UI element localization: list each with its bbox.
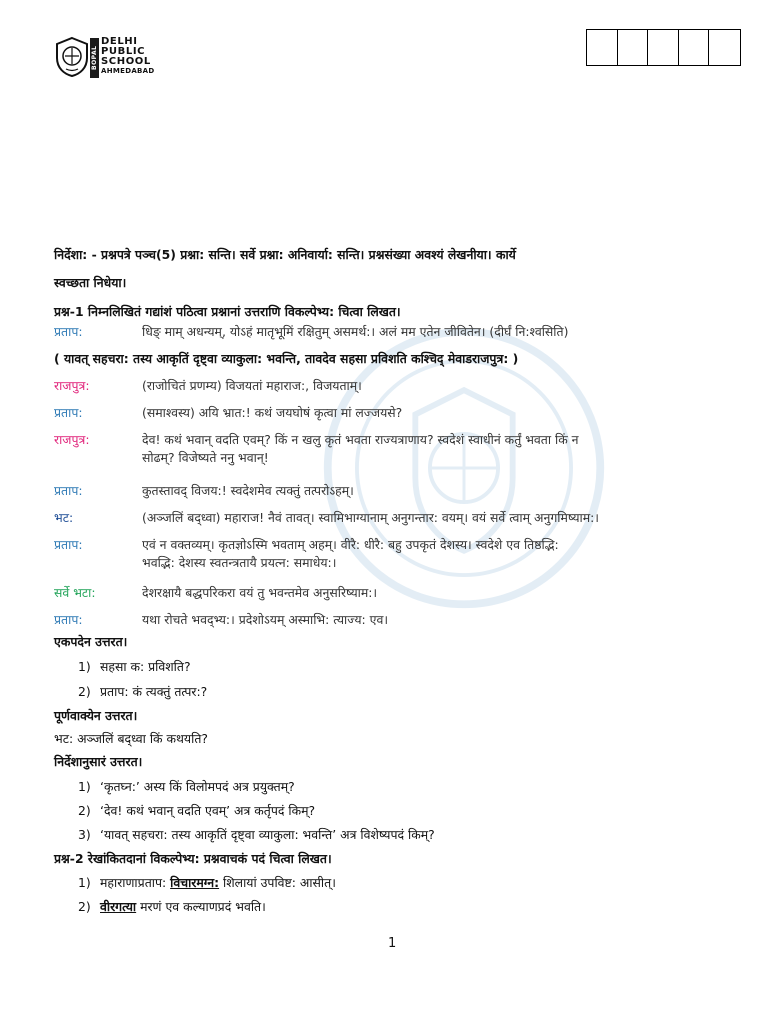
ekapada-heading: एकपदेन उत्तरत।: [54, 634, 128, 649]
purna-question: भट: अञ्जलिं बद्ध्वा किं कथयति?: [54, 731, 208, 746]
purna-heading: पूर्णवाक्येन उत्तरत।: [54, 708, 138, 723]
dialogue-speech: [142, 323, 734, 341]
list-item: [78, 874, 336, 892]
item-number: 2): [78, 803, 91, 818]
item-text-after: मरणं एव कल्याणप्रदं भवति।: [136, 899, 266, 914]
dialogue-speech-line: (राजोचितं प्रणम्य) विजयतां महाराज:, विजयताम्।: [142, 378, 362, 393]
dialogue-speech-line: देव! कथं भवान् वदति एवम्? किं न खलु कृतं भवता राज्यत्राणाय? स्वदेशं स्वाधीनं कर्तुं भवता किं न: [142, 432, 579, 447]
item-number: 2): [78, 899, 91, 914]
instructions-line2: स्वच्छता निधेया।: [54, 275, 127, 290]
dialogue-speech-line: सोढम्? विजेष्यते ननु भवान्!: [142, 450, 269, 465]
item-number: 2): [78, 684, 91, 699]
dialogue-speaker: प्रताप:: [54, 537, 83, 552]
dialogue-speech: [142, 584, 734, 602]
school-logo: [54, 36, 174, 100]
q1-heading: प्रश्न-1 निम्नलिखितं गद्यांशं पठित्वा प्रश्नानां उत्तराणि विकल्पेभ्य: चित्वा लिखत।: [54, 304, 401, 319]
dialogue-speech: [142, 509, 734, 527]
dialogue-speech: [142, 377, 734, 395]
dialogue-speech-line: भवद्भि: देशस्य स्वतन्त्रतायै प्रयत्न: समाधेय:।: [142, 555, 337, 570]
school-name-line3: SCHOOL: [101, 56, 151, 67]
list-item: [78, 802, 315, 820]
dialogue-speech-line: देशरक्षायै बद्धपरिकरा वयं तु भवन्तमेव अनुसरिष्याम:।: [142, 585, 378, 600]
dialogue-speech: [142, 611, 734, 629]
dialogue-speech: [142, 404, 734, 422]
dialogue-speech: [142, 482, 734, 500]
school-branch-label: BOPAL: [90, 38, 99, 78]
item-text-after: शिलायां उपविष्ट: आसीत्।: [219, 875, 336, 890]
school-emblem-icon: [54, 36, 90, 78]
dialogue-speaker: राजपुत्र:: [54, 432, 90, 447]
roll-number-box[interactable]: [679, 30, 710, 65]
underlined-word: वीरगत्या: [100, 899, 137, 914]
roll-number-box[interactable]: [618, 30, 649, 65]
q2-heading: प्रश्न-2 रेखांकितदानां विकल्पेभ्य: प्रश्नवाचकं पदं चित्वा लिखत।: [54, 851, 332, 866]
list-item: [78, 658, 191, 676]
dialogue-speaker: प्रताप:: [54, 483, 83, 498]
school-name-line2: PUBLIC: [101, 46, 146, 57]
list-item: [78, 826, 435, 844]
item-number: 1): [78, 875, 91, 890]
list-item: [78, 898, 266, 916]
item-number: 1): [78, 779, 91, 794]
dialogue-speech: [142, 431, 734, 467]
dialogue-speech-line: एवं न वक्तव्यम्। कृतज्ञोऽस्मि भवताम् अहम्। वीरै: धीरै: बहु उपकृतं देशस्य। स्वदेशे एव तिष्ठद्भि:: [142, 537, 559, 552]
dialogue-speaker: प्रताप:: [54, 612, 83, 627]
dialogue-speech: [142, 536, 734, 572]
item-text: सहसा क: प्रविशति?: [100, 659, 191, 674]
item-text: ‘कृतघ्न:’ अस्य किं विलोमपदं अत्र प्रयुक्तम्?: [100, 779, 295, 794]
roll-number-box[interactable]: [709, 30, 740, 65]
item-text: ‘देव! कथं भवान् वदति एवम्’ अत्र कर्तृपदं किम्?: [100, 803, 316, 818]
item-text-before: महाराणाप्रताप:: [100, 875, 171, 890]
instructions-line1: निर्देशा: - प्रश्नपत्रे पञ्च(5) प्रश्ना: सन्ति। सर्वे प्रश्ना: अनिवार्या: सन्ति। प्रश्नसंख्या अवश्यं लेखनीया। कार्ये: [54, 247, 516, 262]
underlined-word: विचारमग्न:: [170, 875, 220, 890]
dialogue-speech-line: यथा रोचते भवद्भ्य:। प्रदेशोऽयम् अस्माभि: त्याज्य: एव।: [142, 612, 389, 627]
dialogue-speech-line: कुतस्तावद् विजय:! स्वदेशमेव त्यक्तुं तत्परोऽहम्।: [142, 483, 354, 498]
school-name-line1: DELHI: [101, 36, 138, 47]
dialogue-speaker: प्रताप:: [54, 405, 83, 420]
item-text: प्रताप: कं त्यक्तुं तत्पर:?: [100, 684, 208, 699]
dialogue-speaker: भट:: [54, 510, 74, 525]
item-number: 3): [78, 827, 91, 842]
roll-number-box[interactable]: [648, 30, 679, 65]
item-number: 1): [78, 659, 91, 674]
nirdesha-heading: निर्देशानुसारं उत्तरत।: [54, 754, 143, 769]
list-item: [78, 683, 207, 701]
dialogue-speech-line: (अञ्जलिं बद्ध्वा) महाराज! नैवं तावत्। स्वामिभाग्यानाम् अनुगन्तार: वयम्। वयं सर्वे त्वाम् अनुगमिष्याम:।: [142, 510, 599, 525]
dialogue-speaker: सर्वे भटा:: [54, 585, 96, 600]
roll-number-box[interactable]: [587, 30, 618, 65]
stage-direction: ( यावत् सहचरा: तस्य आकृतिं दृष्ट्वा व्याकुला: भवन्ति, तावदेव सहसा प्रविशति कश्चिद् मेवाडराजपुत्र: ): [54, 351, 519, 366]
school-name: [101, 37, 155, 76]
dialogue-speech-line: (समाश्वस्य) अयि भ्रात:! कथं जयघोषं कृत्वा मां लज्जयसे?: [142, 405, 403, 420]
item-text: ‘यावत् सहचरा: तस्य आकृतिं दृष्ट्वा व्याकुला: भवन्ति’ अत्र विशेष्यपदं किम्?: [100, 827, 435, 842]
dialogue-speaker: प्रताप:: [54, 324, 83, 339]
roll-number-boxes[interactable]: [586, 29, 741, 66]
dialogue-speech-line: धिङ् माम् अधन्यम्, योऽहं मातृभूमिं रक्षितुम् असमर्थ:। अलं मम एतेन जीवितेन। (दीर्घं नि:श्वसिति): [142, 324, 569, 339]
list-item: [78, 778, 295, 796]
dialogue-speaker: राजपुत्र:: [54, 378, 90, 393]
school-city: AHMEDABAD: [101, 67, 155, 75]
page-number: 1: [388, 936, 397, 951]
